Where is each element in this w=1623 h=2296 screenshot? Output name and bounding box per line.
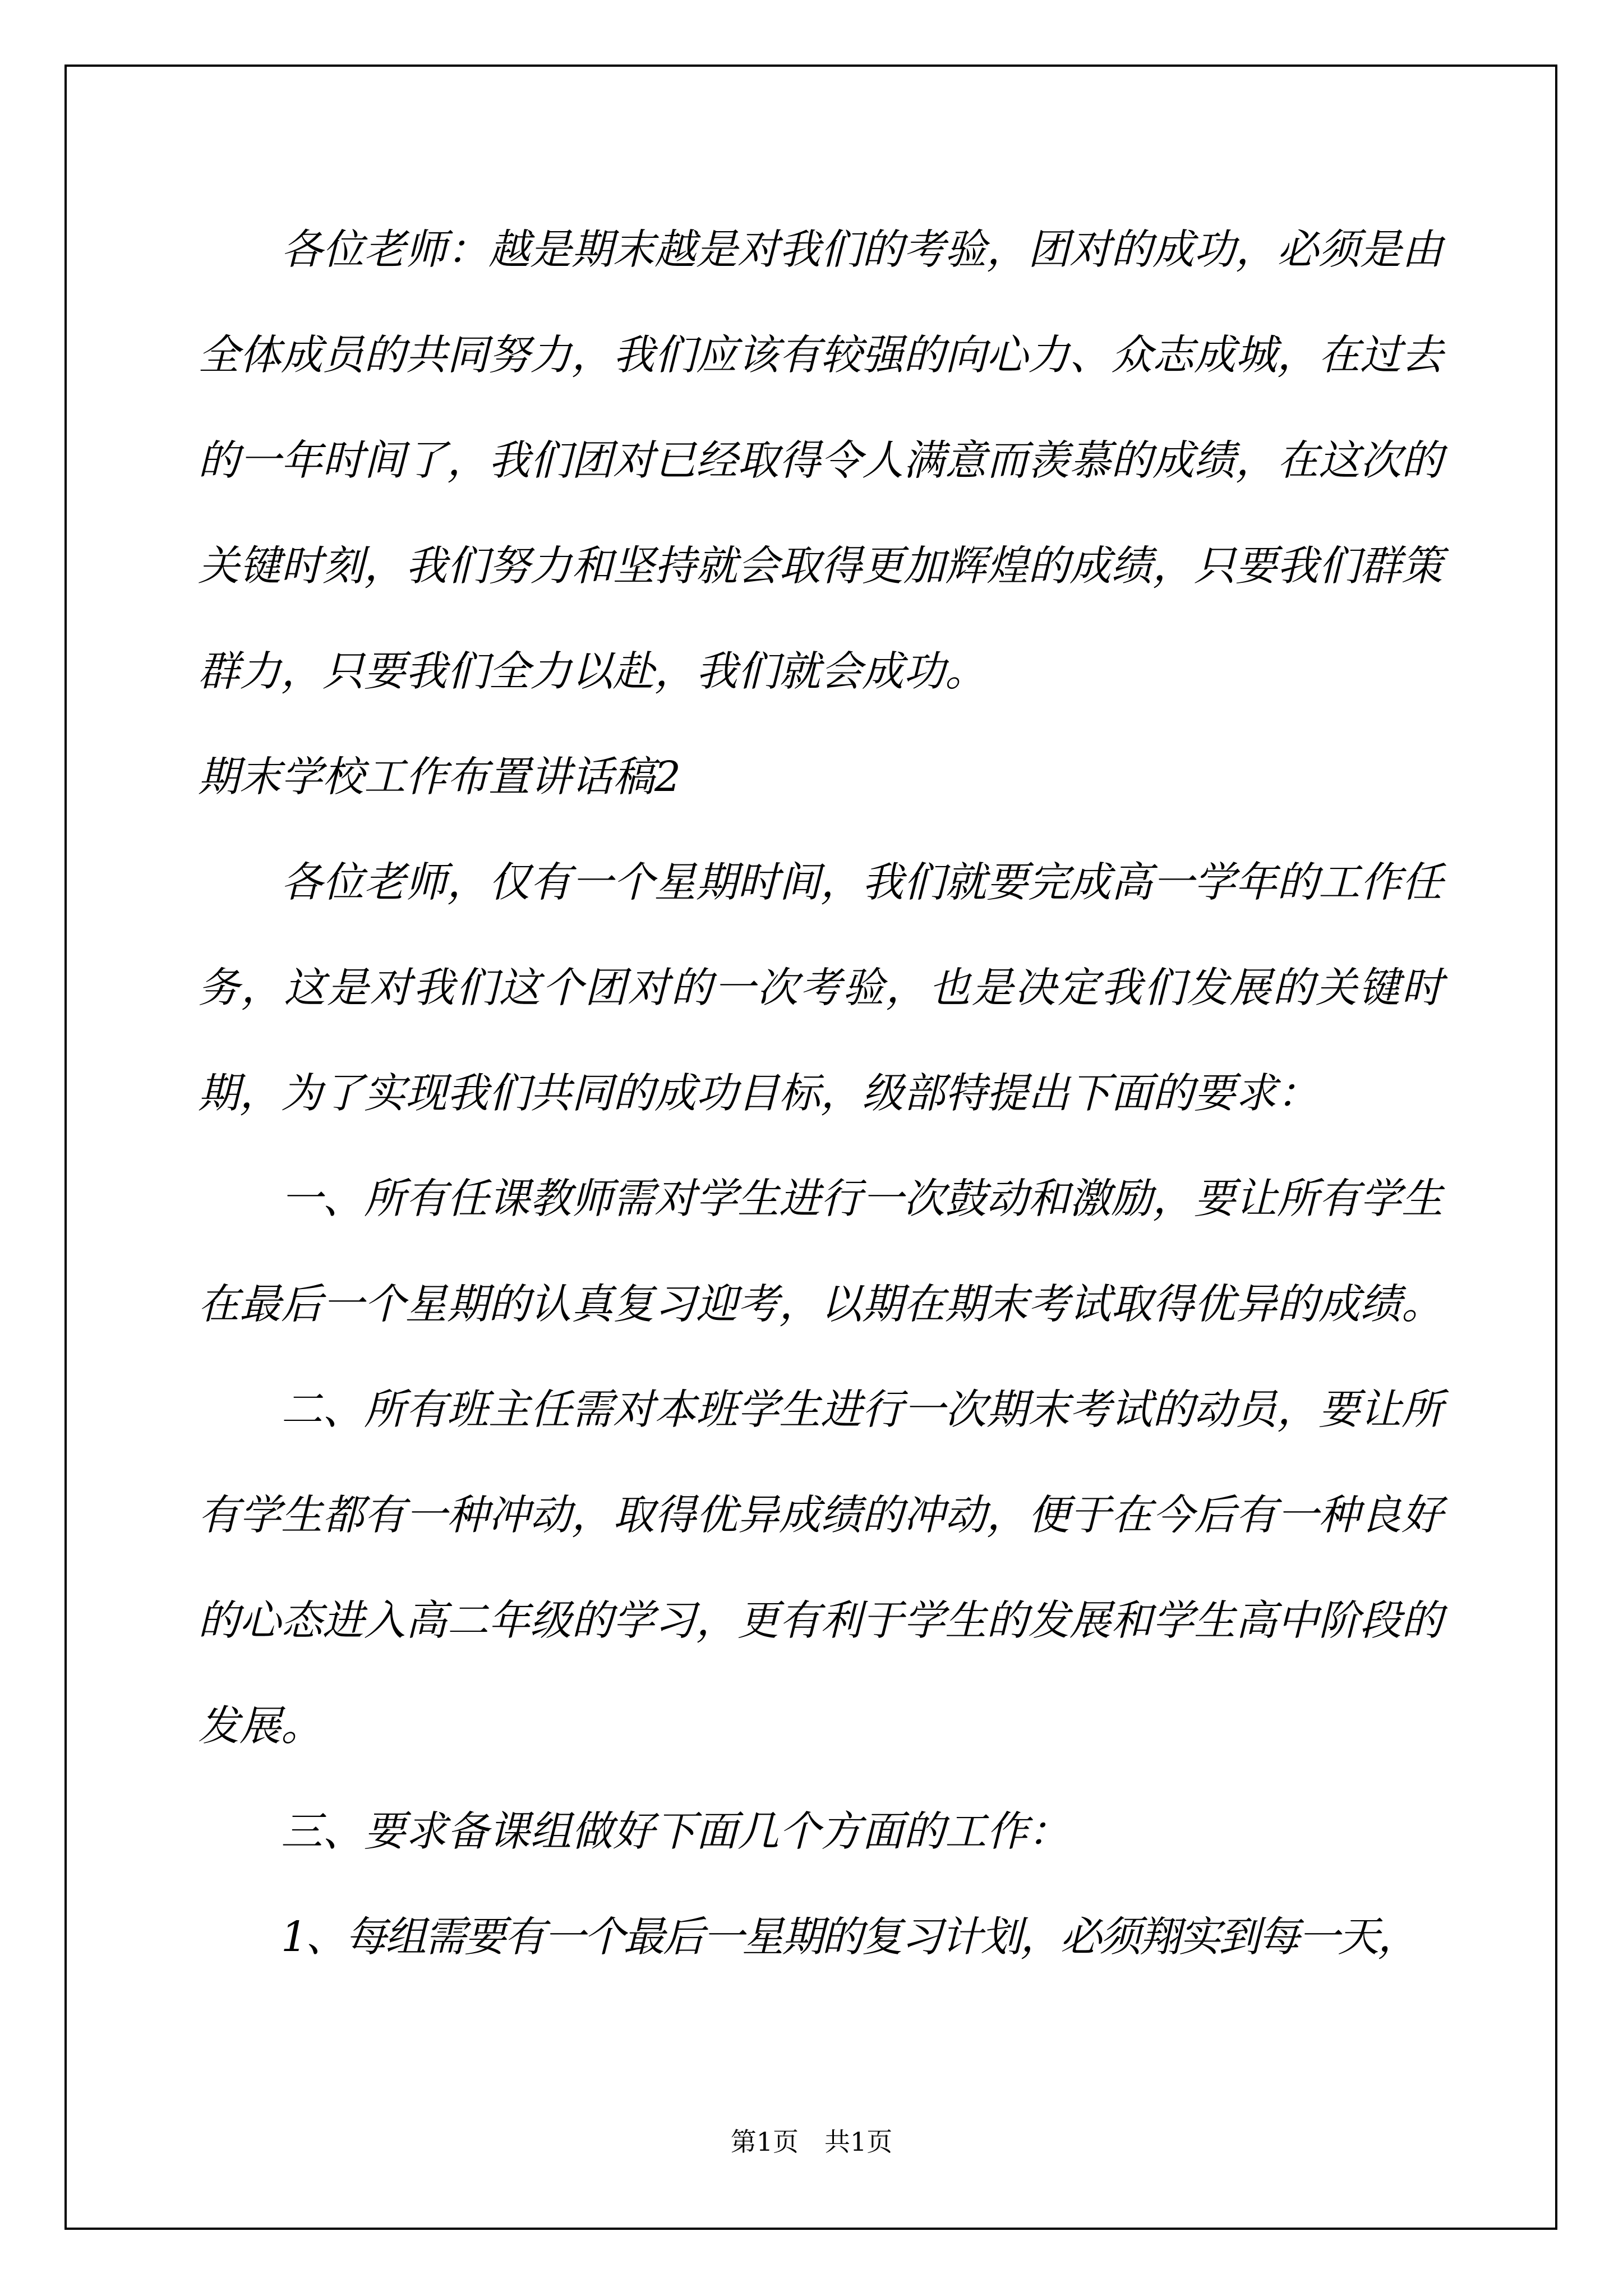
section-heading-speech-2: 期末学校工作布置讲话稿2 [198, 753, 681, 801]
paragraph-requirement-3: 三、要求备课组做好下面几个方面的工作： [281, 1807, 1069, 1856]
page-number-footer: 第1页 共1页 [730, 2127, 893, 2157]
document-body [198, 197, 1443, 1990]
paragraph-requirement-2: 二、所有班主任需对本班学生进行一次期末考试的动员，要让所有学生都有一种冲动，取得优异成绩的冲动，便于在今后有一种良好的心态进入高二年级的学习，更有利于学生的发展和学生高中阶段的发展。 [198, 1386, 1443, 1750]
paragraph-requirement-1: 一、所有任课教师需对学生进行一次鼓动和激励，要让所有学生在最后一个星期的认真复习迎考，以期在期末考试取得优异的成绩。 [198, 1175, 1443, 1328]
paragraph-intro: 各位老师：越是期末越是对我们的考验，团对的成功，必须是由全体成员的共同努力，我们应该有较强的向心力、众志成城，在过去的一年时间了，我们团对已经取得令人满意而羡慕的成绩，在这次的关键时刻，我们努力和坚持就会取得更加辉煌的成绩，只要我们群策群力，只要我们全力以赴，我们就会成功。 [198, 226, 1443, 696]
paragraph-speech2-intro: 各位老师，仅有一个星期时间，我们就要完成高一学年的工作任务，这是对我们这个团对的一次考验，也是决定我们发展的关键时期，为了实现我们共同的成功目标，级部特提出下面的要求： [198, 858, 1443, 1117]
paragraph-requirement-3-item-1: 1、每组需要有一个最后一星期的复习计划，必须翔实到每一天， [281, 1913, 1418, 1961]
